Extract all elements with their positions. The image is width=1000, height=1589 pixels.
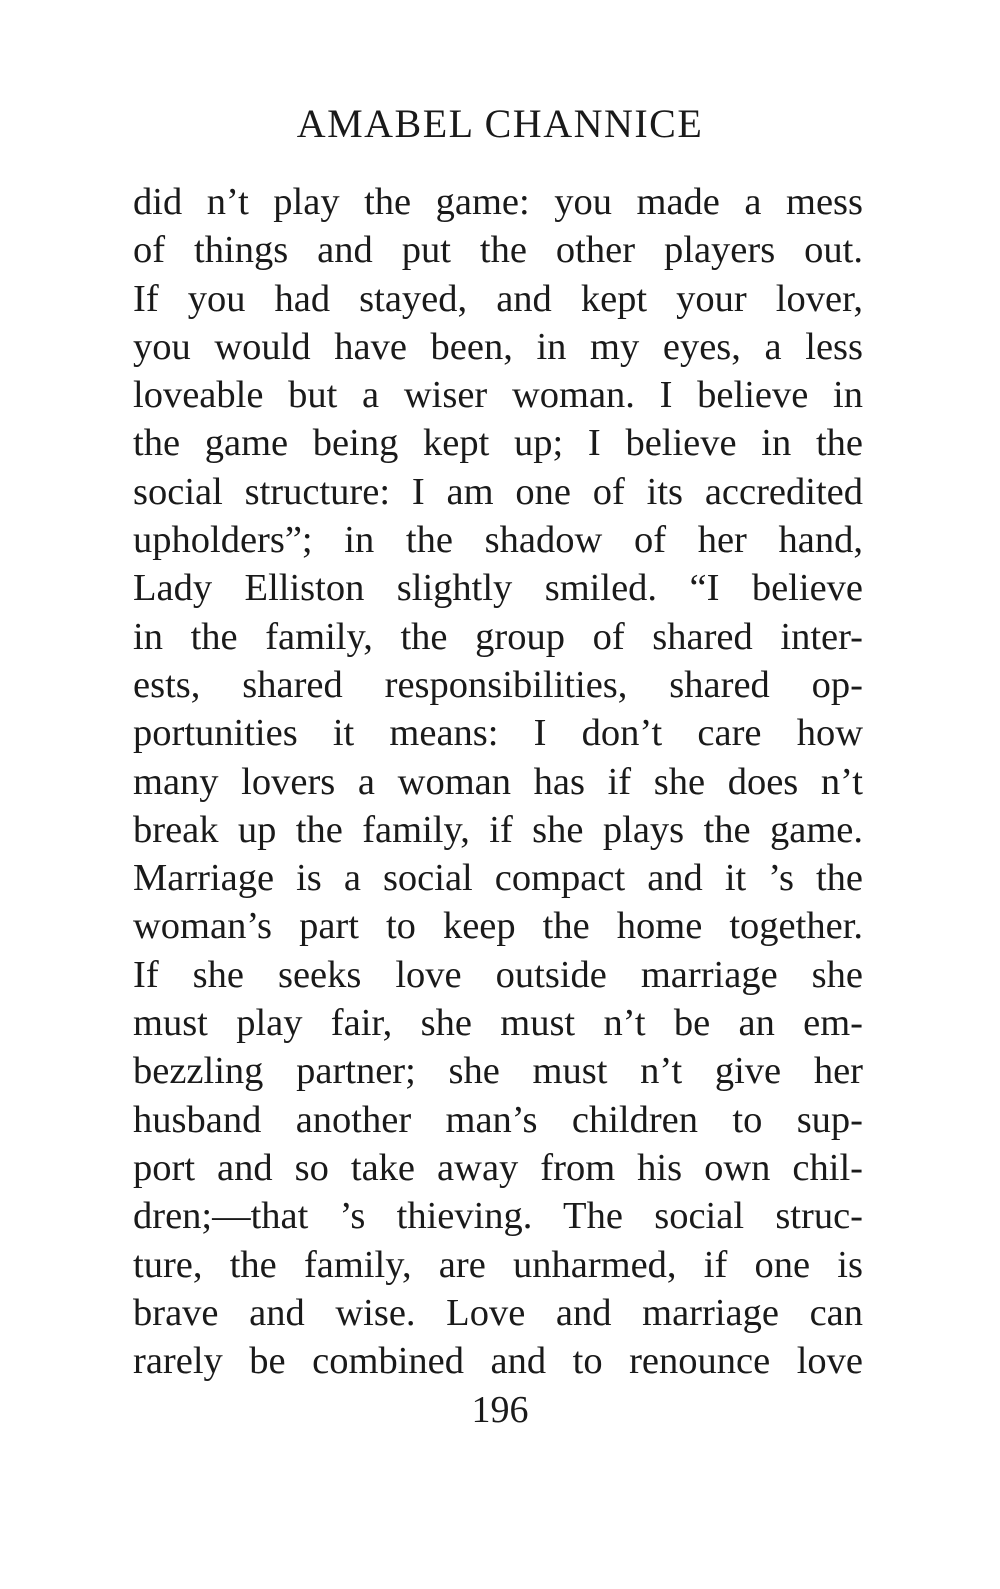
text-line: upholders”; in the shadow of her hand, bbox=[133, 519, 863, 562]
text-line: husband another man’s children to sup- bbox=[133, 1098, 863, 1141]
text-line: must play fair, she must n’t be an em- bbox=[133, 1002, 863, 1045]
text-line: you would have been, in my eyes, a less bbox=[133, 325, 863, 368]
text-line: break up the family, if she plays the game. bbox=[133, 808, 863, 851]
text-line: port and so take away from his own chil- bbox=[133, 1146, 863, 1189]
running-head: AMABEL CHANNICE bbox=[296, 101, 704, 146]
text-line: did n’t play the game: you made a mess bbox=[133, 181, 863, 223]
text-line: the game being kept up; I believe in the bbox=[133, 422, 863, 465]
text-line: Lady Elliston slightly smiled. “I believe bbox=[133, 567, 863, 610]
text-line: loveable but a wiser woman. I believe in bbox=[133, 374, 863, 417]
text-line: dren;—that ’s thieving. The social struc- bbox=[133, 1195, 863, 1238]
text-line: ture, the family, are unharmed, if one is bbox=[133, 1243, 863, 1286]
text-line: portunities it means: I don’t care how bbox=[133, 712, 863, 755]
text-line: bezzling partner; she must n’t give her bbox=[133, 1050, 863, 1093]
text-line: ests, shared responsibilities, shared op- bbox=[133, 663, 863, 706]
text-line: rarely be combined and to renounce love bbox=[133, 1340, 863, 1383]
text-line: brave and wise. Love and marriage can bbox=[133, 1291, 863, 1334]
page-number: 196 bbox=[471, 1389, 529, 1431]
text-line: many lovers a woman has if she does n’t bbox=[133, 760, 863, 803]
text-line: If you had stayed, and kept your lover, bbox=[133, 277, 863, 320]
body-text bbox=[133, 178, 863, 1385]
text-line: of things and put the other players out. bbox=[133, 229, 863, 272]
text-line: If she seeks love outside marriage she bbox=[133, 953, 863, 996]
text-line: in the family, the group of shared inter- bbox=[133, 615, 863, 658]
text-line: social structure: I am one of its accredited bbox=[133, 470, 863, 513]
text-line: woman’s part to keep the home together. bbox=[133, 905, 863, 948]
text-line: Marriage is a social compact and it ’s the bbox=[133, 857, 863, 900]
